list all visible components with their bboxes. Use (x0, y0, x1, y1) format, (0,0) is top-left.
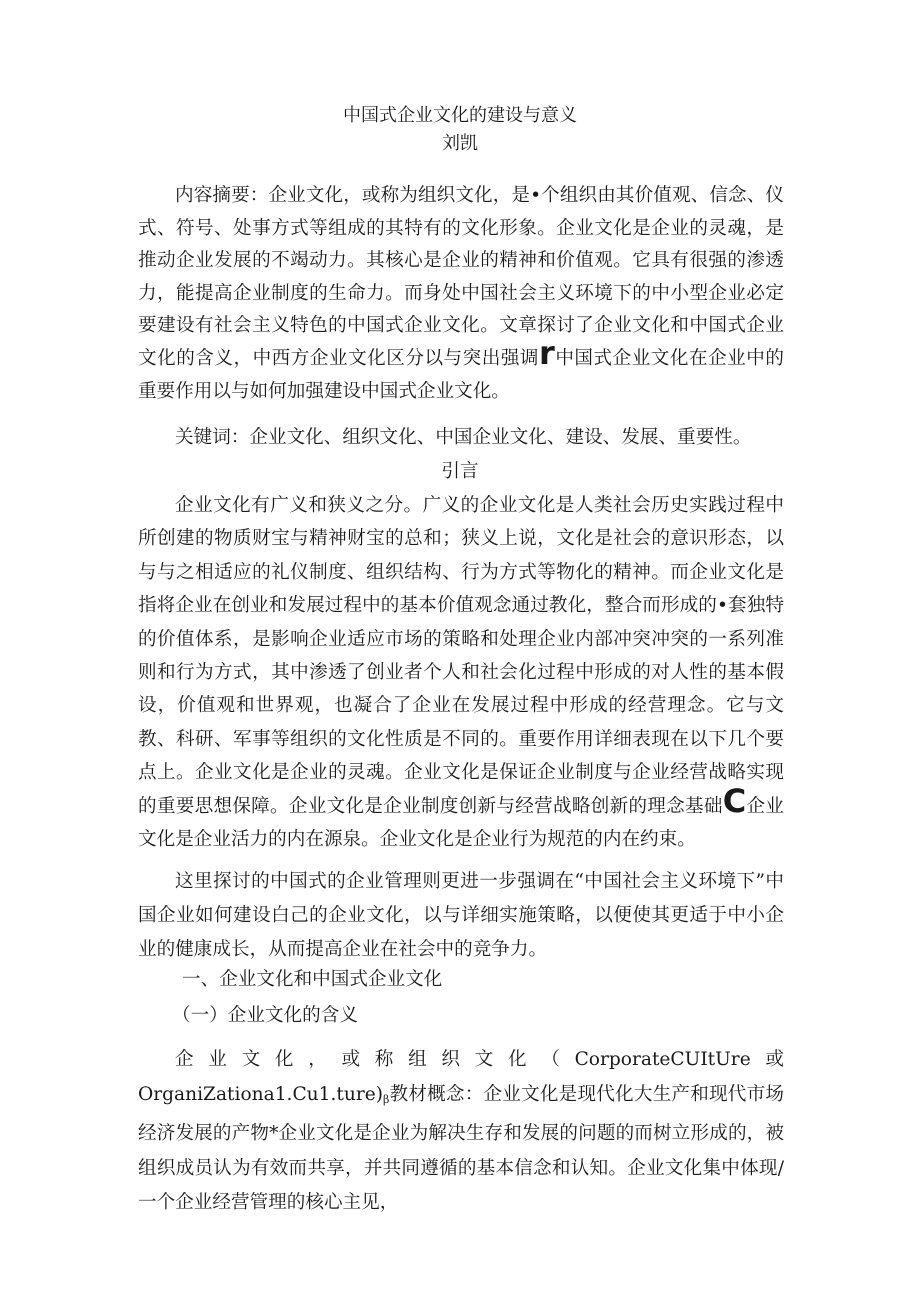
subsection-heading-1-1: （一）企业文化的含义 (172, 1005, 358, 1026)
abstract-text-part-1: 内容摘要：企业文化，或称为组织文化，是•个组织由其价值观、信念、仪式、符号、处事方式等组成的其特有的文化形象。企业文化是企业的灵魂，是推动企业发展的不竭动力。其核心是企业的精神和价值观。它具有很强的渗透力，能提高企业制度的生命力。而身处中国社会主义环境下的中小型企业必定要建设有社会主义特色的中国式企业文化。文章探讨了企业文化和中国式企业文化的含义，中西方企业文化区分以与突出强调 (138, 185, 784, 369)
intro-paragraph-1 (138, 489, 784, 856)
definition-paragraph-part-2: 教材概念：企业文化是现代化大生产和现代市场经济发展的产物*企业文化是企业为解决生存和发展的问题的而树立形成的，被组织成员认为有效而共享，并共同遵循的基本信念和认知。企业文化集中体现/一个企业经营管理的核心主见， (138, 1083, 784, 1213)
keywords-line: 关键词：企业文化、组织文化、中国企业文化、建设、发展、重要性。 (175, 427, 752, 448)
definition-paragraph (138, 1043, 784, 1221)
subscript-beta: β (383, 1092, 390, 1106)
stray-glyph-r: r (539, 333, 555, 372)
abstract-text-part-2: 中国式企业文化在企业中的重要作用以与如何加强建设中国式企业文化。 (138, 347, 784, 402)
stray-glyph-c: C (722, 781, 747, 820)
abstract-paragraph (138, 180, 784, 408)
author-name: 刘凯 (442, 133, 478, 154)
intro-paragraph-2: 这里探讨的中国式的企业管理则更进一步强调在“中国社会主义环境下”中国企业如何建设白己的企业文化，以与详细实施策略，以便使其更适于中小企业的健康成长，从而提高企业在社会中的竞争力。 (138, 871, 784, 960)
intro-paragraph-1-part-1: 企业文化有广义和狭义之分。广义的企业文化是人类社会历史实践过程中所创建的物质财宝与精神财宝的总和；狭义上说，文化是社会的意识形态，以与与之相适应的礼仪制度、组织结构、行为方式等物化的精神。而企业文化是指将企业在创业和发展过程中的基本价值观念通过教化，整合而形成的•套独特的价值体系，是影响企业适应市场的策略和处理企业内部冲突冲突的一系列准则和行为方式，其中渗透了创业者个人和社会化过程中形成的对人性的基本假设，价值观和世界观，也凝合了企业在发展过程中形成的经营理念。它与文教、科研、军事等组织的文化性质是不同的。重要作用详细表现在以下几个要点上。企业文化是企业的灵魂。企业文化是保证企业制度与企业经营战略实现的重要思想保障。企业文化是企业制度创新与经营战略创新的理念基础 (138, 495, 784, 817)
intro-paragraph-1-part-2: 企业文化是企业活力的内在源泉。企业文化是企业行为规范的内在约束。 (138, 795, 784, 851)
document-title: 中国式企业文化的建设与意义 (343, 105, 577, 126)
definition-paragraph-part-1: 企业文化，或称组织文化（CorporateCUItUre或OrganiZationa1.Cu1.ture) (138, 1049, 784, 1105)
section-heading-1: 一、企业文化和中国式企业文化 (182, 969, 443, 990)
intro-heading: 引言 (441, 461, 479, 482)
